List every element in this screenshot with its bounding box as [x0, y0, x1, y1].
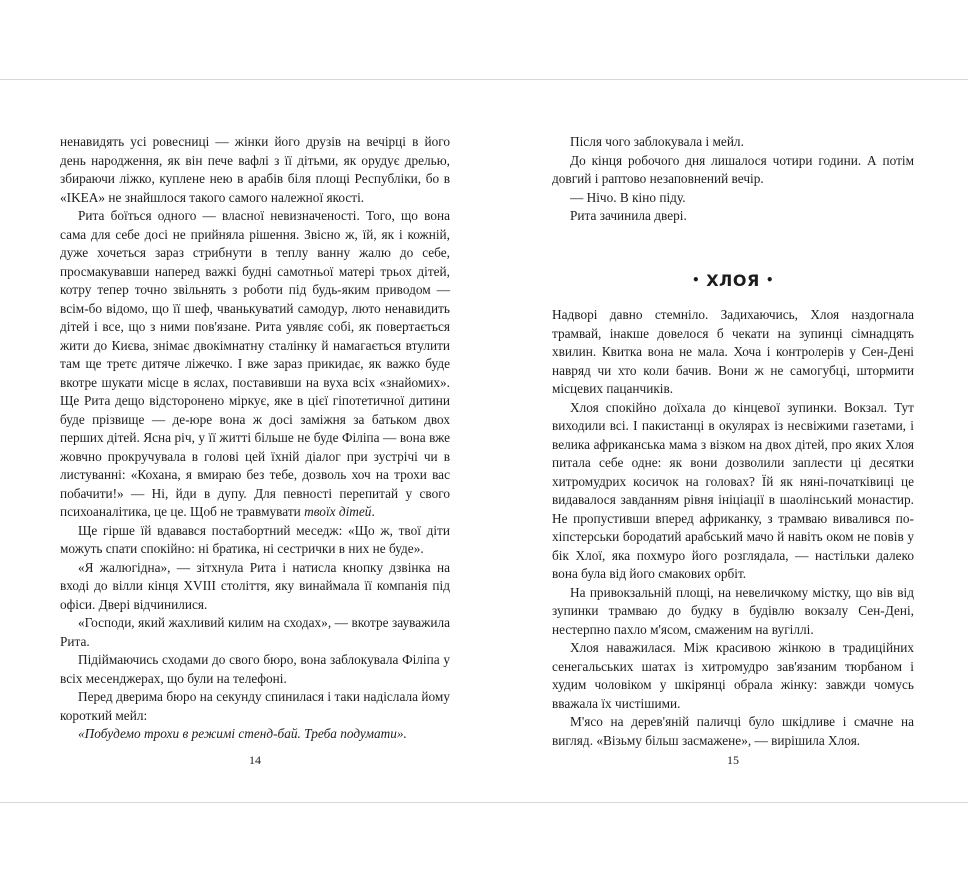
paragraph: На привокзальній площі, на невеличкому містку, що вів від зупинки трамваю до будку в будівлю вокзалу Сен-Дені, нестерпно пахло м'ясом, смаженим на вугіллі.	[552, 584, 914, 637]
bullet-ornament: •	[691, 273, 701, 287]
paragraph: «Господи, який жахливий килим на сходах», — вкотре зауважила Рита.	[60, 615, 450, 649]
paragraph: «Я жалюгідна», — зітхнула Рита і натисла кнопку дзвінка на вході до вілли кінця XVIII століття, яку винаймала її компанія під офіси. Двері відчинилися.	[60, 559, 450, 612]
paragraph: Надворі давно стемніло. Задихаючись, Хлоя наздогнала трамвай, інакше довелося б чекати на зупинці сімнадцять хвилин. Квитка вона не мала. Хоча і контролерів у Сен-Дені навряд чи хто коли бачив. Вони ж не самогубці, штормити місцевих пацанчиків.	[552, 307, 914, 396]
paragraph: Хлоя спокійно доїхала до кінцевої зупинки. Вокзал. Тут виходили всі. І пакистанці в окулярах із несвіжими газетами, і велика африканська мама з візком на двох дітей, про яких Хлоя питала себе одне: як вони дозволили заплести ці десятки хитромудрих косичок на головах? Їй як няні-початківиці це видавалося завданням рівня ініціації в шаолінський монастир. Не пропустивши вперед африканку, з трамваю вивалився по-хіпстерськи бородатий арабський мачо й навіть оком не повів у бік Хлої, яка похмуро його розглядала, — настільки далеко вона була від його смакових орбіт.	[552, 399, 914, 581]
email-quote	[60, 725, 450, 744]
right-page	[552, 80, 914, 802]
page-number: 15	[727, 753, 739, 767]
left-page	[60, 80, 450, 802]
left-page-text	[60, 133, 450, 744]
bullet-ornament: •	[765, 273, 775, 287]
italic-fragment-tail: .	[371, 504, 375, 519]
paragraph: Перед дверима бюро на секунду спинилася і таки надіслала йому короткий мейл:	[60, 689, 450, 723]
right-page-text	[552, 306, 914, 750]
chapter-heading	[552, 271, 914, 290]
paragraph: До кінця робочого дня лишалося чотири години. А потім довгий і раптово незаповнений вечір.	[552, 152, 914, 186]
paragraph: Рита боїться одного — власної невизначеності. Того, що вона сама для себе досі не прийняла рішення. Звісно ж, їй, як і кожній, дуже хочеться зараз стрибнути в теплу ванну жалю до себе, просмакувавши наперед важкі будні самотньої матері трьох дітей, котру тепер точно звільнять з роботи під будь-яким приводом — всім-бо відомо, що її шеф, чванькуватий самодур, люто ненавидить дітей і все, що з ними пов'язане. Рита уявляє собі, як повертається жити до Києва, знімає двокімнатну сталінку й намагається втулити там ще третє дитяче ліжечко. І вже зараз прикидає, як важко буде вкотре шукати місце в яслах, поставивши на вуха всіх «знайомих». Ще Рита дещо відсторонено міркує, яке в цієї гіпотетичної дитини буде прізвище — де-юре вона ж досі заміжня за батьком двох перших дітей. Ясна річ, у її житті більше не буде Філіпа — вона вже жовчно прокручувала в голові цей їхній діалог при зустрічі чи в листуванні: «Кохана, я вмираю без тебе, дозволь хоч на трохи вас побачити!» — Ні, йди в дупу. Для певності перепитай у свого психоаналітика, це це. Щоб не травмувати твоїх дітей.	[60, 208, 450, 519]
right-page-top-text	[552, 133, 914, 226]
paragraph: Ще гірше їй вдавався постабортний меседж: «Що ж, твої діти можуть спати спокійно: ні братика, ні сестрички в них не буде».	[60, 522, 450, 556]
paragraph: Після чого заблокувала і мейл.	[570, 134, 744, 149]
paragraph: Рита зачинила двері.	[570, 208, 687, 223]
book-spread	[0, 79, 968, 803]
paragraph: Хлоя наважилася. Між красивою жінкою в традиційних сенегальських шатах із хитромудро зав'язаним тюрбаном і худим чоловіком у шкірянці обрала жінку: завжди чомусь вважала їх чистішими.	[552, 640, 914, 711]
paragraph: Підіймаючись сходами до свого бюро, вона заблокувала Філіпа у всіх месенджерах, що були на телефоні.	[60, 652, 450, 686]
chapter-title: ХЛОЯ	[706, 271, 760, 290]
paragraph: — Нічо. В кіно піду.	[570, 189, 686, 205]
paragraph: ненавидять усі ровесниці — жінки його друзів на вечірці в його день народження, як він пече вафлі з її дітьми, як орудує дрелью, збираючи ліжко, куплене нею в арабів біля площі Республіки, бо в «IKEA» не знайшлося такого самого належної якості.	[60, 134, 450, 205]
italic-fragment: твоїх дітей	[304, 504, 372, 519]
email-quote-text: «Побудемо трохи в режимі стенд-бай. Треба подумати».	[78, 726, 407, 741]
page-number: 14	[249, 753, 261, 767]
paragraph: М'ясо на дерев'яній паличці було шкідливе і смачне на вигляд. «Візьму більш засмажене», — вирішила Хлоя.	[552, 714, 914, 748]
